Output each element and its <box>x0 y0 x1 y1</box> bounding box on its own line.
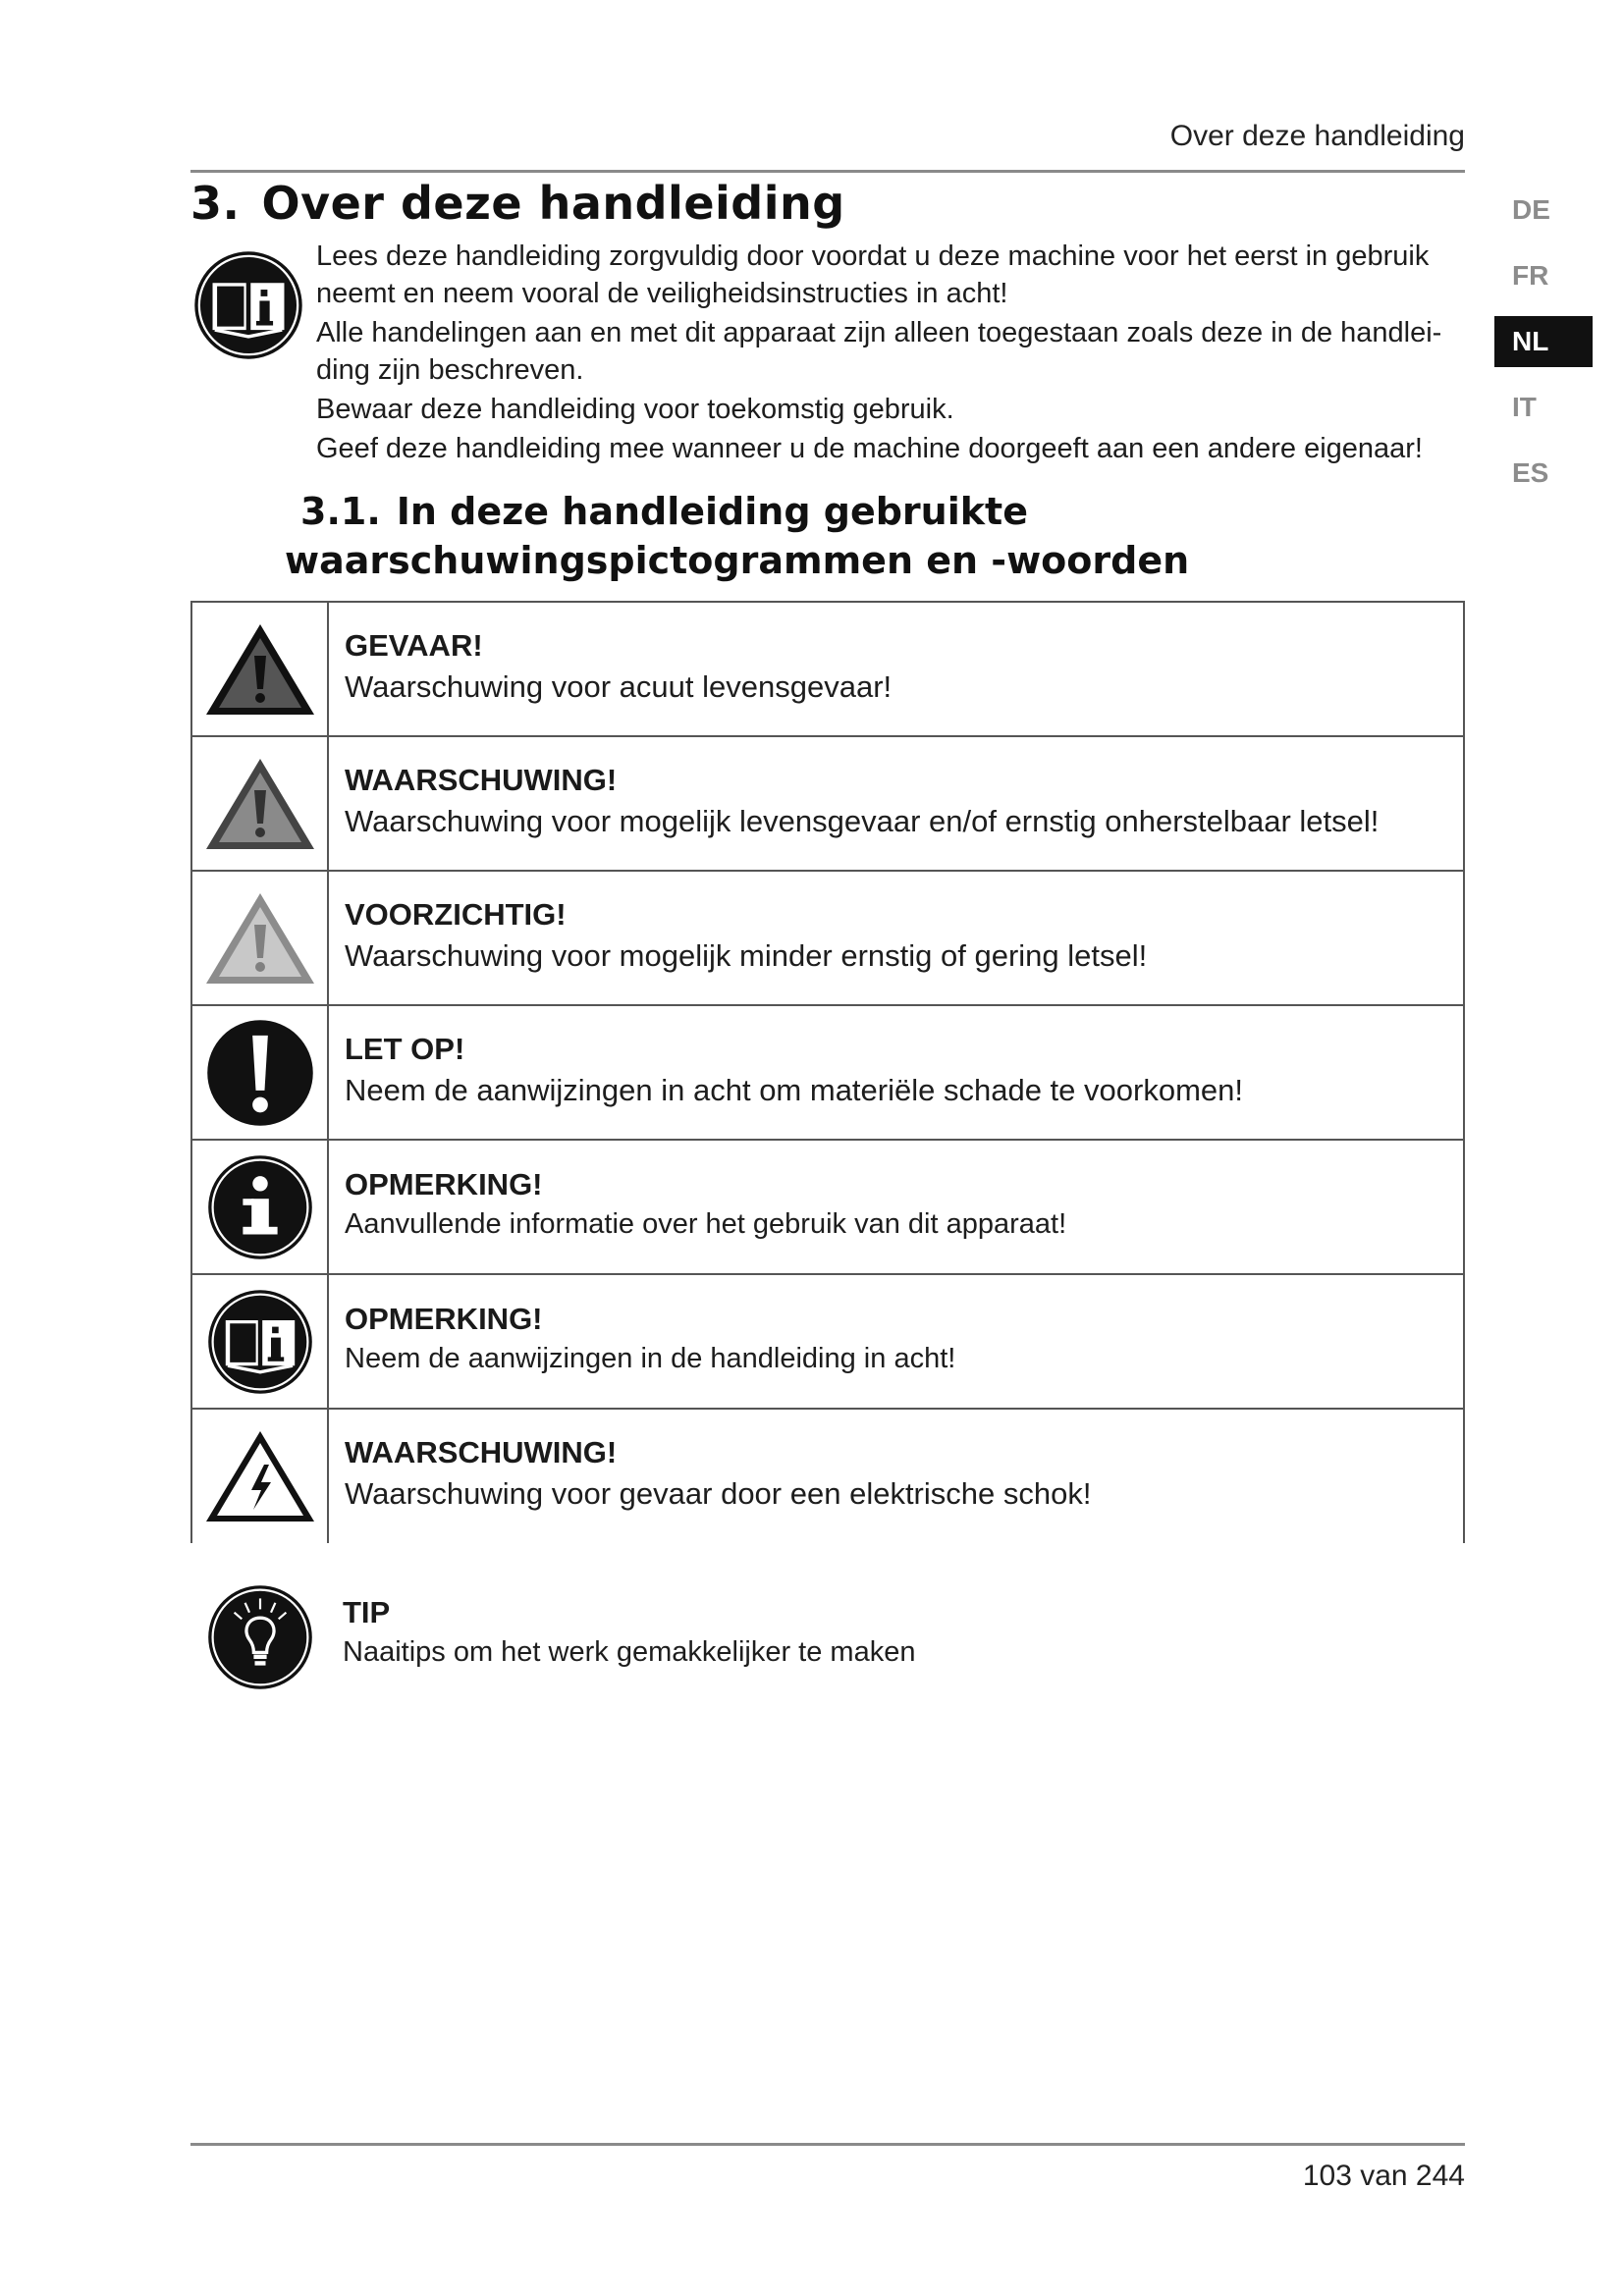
intro-text <box>316 238 1465 469</box>
language-tabs <box>1494 185 1593 513</box>
language-tab-it[interactable]: IT <box>1512 392 1537 422</box>
warning-symbols-table <box>190 601 1465 1543</box>
language-tab-de[interactable]: DE <box>1512 194 1550 225</box>
signal-description: Waarschuwing voor mogelijk minder ernstig of gering letsel! <box>345 937 1148 973</box>
chapter-title-text: Over deze handleiding <box>261 177 845 230</box>
tip-block <box>190 1574 1465 1701</box>
chapter-title <box>190 177 845 230</box>
table-row <box>191 1140 1464 1274</box>
signal-description: Neem de aanwijzingen in acht om materiële schade te voorkomen! <box>345 1072 1243 1107</box>
signal-word: LET OP! <box>345 1031 465 1066</box>
section-title <box>285 487 1190 585</box>
table-row <box>191 1005 1464 1140</box>
section-title-line2: waarschuwingspictogrammen en -woorden <box>285 539 1190 582</box>
language-tab-nl[interactable]: NL <box>1494 316 1593 367</box>
tip-text <box>343 1595 915 1669</box>
header-divider <box>190 170 1465 173</box>
intro-paragraph: Geef deze handleiding mee wanneer u de machine doorgeeft aan een andere eigenaar! <box>316 433 1423 464</box>
signal-word: VOORZICHTIG! <box>345 896 567 932</box>
section-number: 3.1. <box>300 490 381 533</box>
running-header: Over deze handleiding <box>1169 120 1465 152</box>
table-row <box>191 602 1464 736</box>
intro-paragraph: Alle handelingen aan en met dit apparaat zijn alleen toegestaan zoals deze in de handlei-ding zijn beschreven. <box>316 317 1442 386</box>
manual-info-icon <box>192 249 304 361</box>
table-row <box>191 1274 1464 1409</box>
footer-divider <box>190 2143 1465 2146</box>
signal-description: Neem de aanwijzingen in de handleiding in acht! <box>345 1343 956 1374</box>
table-row <box>191 1409 1464 1543</box>
intro-paragraph: Bewaar deze handleiding voor toekomstig gebruik. <box>316 394 954 425</box>
manual-info-icon <box>193 1288 326 1396</box>
signal-description: Waarschuwing voor gevaar door een elektrische schok! <box>345 1476 1092 1511</box>
signal-word: GEVAAR! <box>345 627 483 663</box>
caution-triangle-icon <box>193 889 326 988</box>
language-tab-es[interactable]: ES <box>1512 457 1549 488</box>
lightbulb-icon <box>206 1583 314 1691</box>
signal-description: Waarschuwing voor mogelijk levensgevaar en/of ernstig onherstelbaar letsel! <box>345 803 1380 838</box>
tip-word: TIP <box>343 1595 391 1629</box>
info-circle-icon <box>193 1153 326 1261</box>
signal-description: Waarschuwing voor acuut levensgevaar! <box>345 668 893 704</box>
signal-word: OPMERKING! <box>345 1302 543 1336</box>
signal-word: WAARSCHUWING! <box>345 1435 618 1469</box>
warning-triangle-icon <box>193 755 326 853</box>
danger-triangle-icon <box>193 620 326 719</box>
signal-word: WAARSCHUWING! <box>345 762 618 797</box>
intro-paragraph: Lees deze handleiding zorgvuldig door voordat u deze machine voor het eerst in gebruik neemt en neem vooral de veiligheidsinstructies in acht! <box>316 240 1430 309</box>
tip-description: Naaitips om het werk gemakkelijker te maken <box>343 1636 916 1668</box>
table-row <box>191 736 1464 871</box>
electric-shock-icon <box>193 1427 326 1525</box>
section-title-line1: In deze handleiding gebruikte <box>396 490 1028 533</box>
exclamation-circle-icon <box>193 1018 326 1128</box>
chapter-number: 3. <box>190 177 241 230</box>
language-tab-fr[interactable]: FR <box>1512 260 1549 291</box>
signal-word: OPMERKING! <box>345 1167 543 1201</box>
page-number: 103 van 244 <box>1302 2160 1465 2192</box>
signal-description: Aanvullende informatie over het gebruik van dit apparaat! <box>345 1208 1067 1240</box>
table-row <box>191 871 1464 1005</box>
